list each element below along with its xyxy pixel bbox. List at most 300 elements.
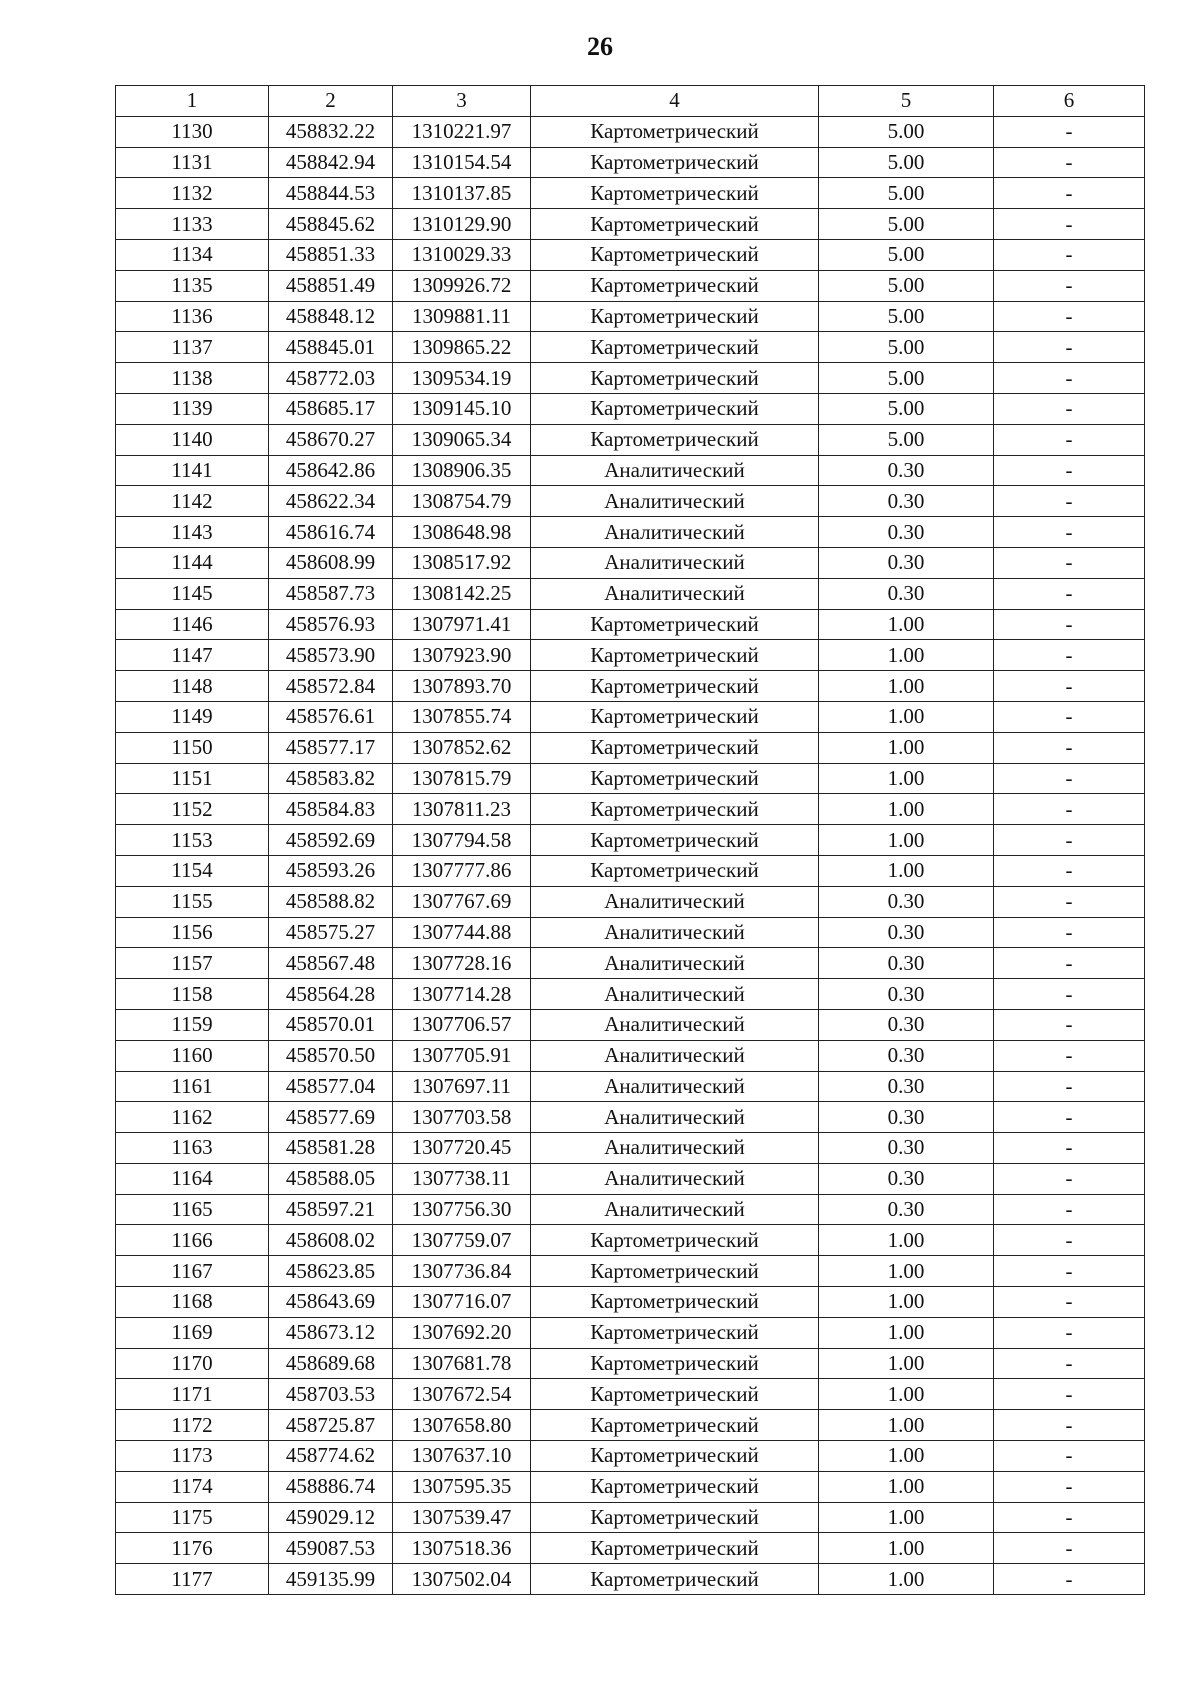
table-cell: 458685.17 — [269, 393, 393, 424]
table-cell: 458616.74 — [269, 517, 393, 548]
table-row — [116, 301, 1145, 332]
table-cell: - — [994, 1133, 1145, 1164]
table-cell: 1130 — [116, 116, 269, 147]
table-header — [116, 86, 1145, 117]
table-cell: 1166 — [116, 1225, 269, 1256]
table-cell: Картометрический — [531, 1317, 819, 1348]
table-cell: 1307756.30 — [393, 1194, 531, 1225]
table-cell: Аналитический — [531, 1040, 819, 1071]
table-cell: 1307728.16 — [393, 948, 531, 979]
table-cell: 0.30 — [819, 948, 994, 979]
table-cell: 458581.28 — [269, 1133, 393, 1164]
table-cell: 458772.03 — [269, 363, 393, 394]
table-cell: 1.00 — [819, 1533, 994, 1564]
table-cell: 0.30 — [819, 1071, 994, 1102]
table-cell: 1155 — [116, 886, 269, 917]
table-cell: 1146 — [116, 609, 269, 640]
table-cell: 1307539.47 — [393, 1502, 531, 1533]
table-cell: 1307815.79 — [393, 763, 531, 794]
page-number: 26 — [587, 32, 613, 61]
table-cell: - — [994, 1564, 1145, 1595]
table-row — [116, 979, 1145, 1010]
table-cell: Аналитический — [531, 486, 819, 517]
table-cell: - — [994, 701, 1145, 732]
table-cell: Аналитический — [531, 917, 819, 948]
table-cell: - — [994, 886, 1145, 917]
table-cell: - — [994, 517, 1145, 548]
table-cell: 1307703.58 — [393, 1102, 531, 1133]
table-row — [116, 393, 1145, 424]
table-row — [116, 209, 1145, 240]
table-cell: 5.00 — [819, 116, 994, 147]
table-row — [116, 147, 1145, 178]
table-cell: Картометрический — [531, 209, 819, 240]
table-row — [116, 1071, 1145, 1102]
table-cell: Аналитический — [531, 517, 819, 548]
table-cell: 1307923.90 — [393, 640, 531, 671]
table-cell: 5.00 — [819, 332, 994, 363]
table-cell: 5.00 — [819, 147, 994, 178]
table-cell: 1307720.45 — [393, 1133, 531, 1164]
table-cell: Аналитический — [531, 547, 819, 578]
table-cell: - — [994, 363, 1145, 394]
table-cell: 5.00 — [819, 270, 994, 301]
table-cell: 1.00 — [819, 825, 994, 856]
table-cell: Картометрический — [531, 1256, 819, 1287]
table-cell: 1173 — [116, 1441, 269, 1472]
table-cell: 1.00 — [819, 1225, 994, 1256]
table-cell: - — [994, 917, 1145, 948]
table-cell: 458623.85 — [269, 1256, 393, 1287]
table-cell: 458592.69 — [269, 825, 393, 856]
table-cell: 1136 — [116, 301, 269, 332]
table-cell: 0.30 — [819, 547, 994, 578]
table-cell: 1307706.57 — [393, 1009, 531, 1040]
table-cell: 1307692.20 — [393, 1317, 531, 1348]
table-cell: 1310137.85 — [393, 178, 531, 209]
table-row — [116, 1379, 1145, 1410]
table-cell: - — [994, 1317, 1145, 1348]
table-cell: 1307518.36 — [393, 1533, 531, 1564]
table-cell: 458573.90 — [269, 640, 393, 671]
table-cell: 458593.26 — [269, 855, 393, 886]
table-cell: 1168 — [116, 1287, 269, 1318]
table-cell: Картометрический — [531, 1348, 819, 1379]
table-cell: 1154 — [116, 855, 269, 886]
table-cell: - — [994, 640, 1145, 671]
table-cell: 1307767.69 — [393, 886, 531, 917]
table-row — [116, 1287, 1145, 1318]
table-cell: 458577.17 — [269, 732, 393, 763]
table-cell: 1309534.19 — [393, 363, 531, 394]
table-cell: 1163 — [116, 1133, 269, 1164]
table-cell: - — [994, 732, 1145, 763]
table-cell: 1142 — [116, 486, 269, 517]
table-cell: 458886.74 — [269, 1471, 393, 1502]
table-cell: - — [994, 486, 1145, 517]
table-cell: - — [994, 209, 1145, 240]
table-cell: 458851.33 — [269, 239, 393, 270]
table-cell: 1308648.98 — [393, 517, 531, 548]
table-cell: 0.30 — [819, 455, 994, 486]
table-row — [116, 578, 1145, 609]
table-cell: 1131 — [116, 147, 269, 178]
table-cell: - — [994, 578, 1145, 609]
table-cell: 1174 — [116, 1471, 269, 1502]
table-cell: 458576.61 — [269, 701, 393, 732]
table-cell: Картометрический — [531, 1225, 819, 1256]
table-cell: 1149 — [116, 701, 269, 732]
table-cell: 458587.73 — [269, 578, 393, 609]
table-cell: 1167 — [116, 1256, 269, 1287]
table-cell: - — [994, 1163, 1145, 1194]
table-row — [116, 855, 1145, 886]
table-cell: 1307736.84 — [393, 1256, 531, 1287]
table-cell: 1.00 — [819, 732, 994, 763]
table-row — [116, 732, 1145, 763]
table-cell: - — [994, 393, 1145, 424]
table-cell: 1152 — [116, 794, 269, 825]
table-cell: - — [994, 1379, 1145, 1410]
table-cell: Картометрический — [531, 332, 819, 363]
table-row — [116, 178, 1145, 209]
table-cell: 1307714.28 — [393, 979, 531, 1010]
table-cell: - — [994, 825, 1145, 856]
table-cell: 5.00 — [819, 239, 994, 270]
table-cell: - — [994, 1410, 1145, 1441]
table-cell: 1169 — [116, 1317, 269, 1348]
table-cell: 458608.99 — [269, 547, 393, 578]
table-cell: - — [994, 1009, 1145, 1040]
table-cell: 1307502.04 — [393, 1564, 531, 1595]
column-header: 1 — [116, 86, 269, 117]
table-cell: - — [994, 671, 1145, 702]
table-cell: 458689.68 — [269, 1348, 393, 1379]
table-cell: 458851.49 — [269, 270, 393, 301]
table-cell: Картометрический — [531, 701, 819, 732]
table-cell: 1308906.35 — [393, 455, 531, 486]
table-cell: 458844.53 — [269, 178, 393, 209]
table-row — [116, 455, 1145, 486]
table-cell: 5.00 — [819, 209, 994, 240]
table-row — [116, 1102, 1145, 1133]
table-row — [116, 609, 1145, 640]
table-cell: Картометрический — [531, 363, 819, 394]
table-cell: 1171 — [116, 1379, 269, 1410]
table-row — [116, 486, 1145, 517]
table-cell: 5.00 — [819, 424, 994, 455]
table-cell: 1.00 — [819, 1317, 994, 1348]
table-cell: 1141 — [116, 455, 269, 486]
table-row — [116, 1533, 1145, 1564]
table-cell: 1307759.07 — [393, 1225, 531, 1256]
table-cell: 458670.27 — [269, 424, 393, 455]
table-cell: 0.30 — [819, 486, 994, 517]
table-cell: 1309065.34 — [393, 424, 531, 455]
table-row — [116, 1163, 1145, 1194]
table-cell: 458588.82 — [269, 886, 393, 917]
table-cell: Аналитический — [531, 578, 819, 609]
table-cell: 1307852.62 — [393, 732, 531, 763]
table-cell: 458564.28 — [269, 979, 393, 1010]
table-cell: 0.30 — [819, 1163, 994, 1194]
table-cell: 1307777.86 — [393, 855, 531, 886]
table-cell: 1.00 — [819, 1471, 994, 1502]
table-cell: Картометрический — [531, 301, 819, 332]
table-cell: 1307595.35 — [393, 1471, 531, 1502]
table-cell: - — [994, 239, 1145, 270]
table-cell: 1310154.54 — [393, 147, 531, 178]
table-row — [116, 1348, 1145, 1379]
table-cell: Картометрический — [531, 1533, 819, 1564]
table-cell: 1164 — [116, 1163, 269, 1194]
table-cell: 1307672.54 — [393, 1379, 531, 1410]
table-cell: - — [994, 147, 1145, 178]
table-cell: Картометрический — [531, 855, 819, 886]
table-row — [116, 1133, 1145, 1164]
table-cell: 0.30 — [819, 1102, 994, 1133]
table-cell: 0.30 — [819, 1040, 994, 1071]
table-row — [116, 239, 1145, 270]
table-cell: Аналитический — [531, 886, 819, 917]
coordinates-table — [115, 85, 1145, 1595]
table-cell: 1309926.72 — [393, 270, 531, 301]
table-cell: 458622.34 — [269, 486, 393, 517]
table-cell: 1307738.11 — [393, 1163, 531, 1194]
table-cell: 1307716.07 — [393, 1287, 531, 1318]
table-cell: - — [994, 178, 1145, 209]
table-cell: Аналитический — [531, 1194, 819, 1225]
table-cell: 1.00 — [819, 1441, 994, 1472]
table-row — [116, 1256, 1145, 1287]
table-cell: 1307744.88 — [393, 917, 531, 948]
table-cell: - — [994, 979, 1145, 1010]
table-cell: 1.00 — [819, 1287, 994, 1318]
table-cell: Аналитический — [531, 948, 819, 979]
table-cell: 1132 — [116, 178, 269, 209]
table-row — [116, 424, 1145, 455]
table-cell: 0.30 — [819, 578, 994, 609]
table-cell: 1.00 — [819, 794, 994, 825]
column-header: 5 — [819, 86, 994, 117]
table-cell: Аналитический — [531, 455, 819, 486]
table-cell: 1177 — [116, 1564, 269, 1595]
table-cell: 1308754.79 — [393, 486, 531, 517]
table-cell: Картометрический — [531, 1471, 819, 1502]
table-cell: - — [994, 424, 1145, 455]
table-row — [116, 1564, 1145, 1595]
column-header: 4 — [531, 86, 819, 117]
table-cell: Картометрический — [531, 794, 819, 825]
table-cell: 458572.84 — [269, 671, 393, 702]
table-cell: 1.00 — [819, 640, 994, 671]
table-cell: - — [994, 116, 1145, 147]
table-cell: 1310221.97 — [393, 116, 531, 147]
table-cell: 0.30 — [819, 917, 994, 948]
table-cell: Картометрический — [531, 424, 819, 455]
table-cell: 1158 — [116, 979, 269, 1010]
table-cell: 1161 — [116, 1071, 269, 1102]
table-cell: 1153 — [116, 825, 269, 856]
table-cell: Картометрический — [531, 732, 819, 763]
table-row — [116, 116, 1145, 147]
table-cell: 1.00 — [819, 701, 994, 732]
table-cell: Картометрический — [531, 147, 819, 178]
table-row — [116, 948, 1145, 979]
table-cell: - — [994, 1040, 1145, 1071]
table-cell: 1162 — [116, 1102, 269, 1133]
table-cell: 1150 — [116, 732, 269, 763]
table-cell: - — [994, 1502, 1145, 1533]
table-cell: 1307705.91 — [393, 1040, 531, 1071]
table-cell: - — [994, 301, 1145, 332]
table-cell: 1137 — [116, 332, 269, 363]
table-row — [116, 794, 1145, 825]
table-cell: 0.30 — [819, 517, 994, 548]
table-cell: 459029.12 — [269, 1502, 393, 1533]
table-cell: 1139 — [116, 393, 269, 424]
table-cell: 1308517.92 — [393, 547, 531, 578]
table-header-row — [116, 86, 1145, 117]
table-cell: 459135.99 — [269, 1564, 393, 1595]
table-cell: 1.00 — [819, 1564, 994, 1595]
table-cell: Аналитический — [531, 1163, 819, 1194]
table-row — [116, 917, 1145, 948]
table-cell: Аналитический — [531, 1009, 819, 1040]
table-cell: Картометрический — [531, 640, 819, 671]
table-cell: 1148 — [116, 671, 269, 702]
table-row — [116, 1225, 1145, 1256]
table-cell: 1133 — [116, 209, 269, 240]
table-cell: - — [994, 948, 1145, 979]
table-cell: - — [994, 1348, 1145, 1379]
table-cell: 1135 — [116, 270, 269, 301]
table-cell: 1310029.33 — [393, 239, 531, 270]
table-cell: Картометрический — [531, 116, 819, 147]
table-cell: 1307794.58 — [393, 825, 531, 856]
table-row — [116, 1317, 1145, 1348]
table-cell: Картометрический — [531, 609, 819, 640]
table-cell: 1151 — [116, 763, 269, 794]
table-cell: 1.00 — [819, 1410, 994, 1441]
table-cell: 0.30 — [819, 886, 994, 917]
table-row — [116, 517, 1145, 548]
table-cell: Картометрический — [531, 178, 819, 209]
table-row — [116, 270, 1145, 301]
table-cell: 458583.82 — [269, 763, 393, 794]
table-row — [116, 1441, 1145, 1472]
table-cell: 1309145.10 — [393, 393, 531, 424]
table-cell: Картометрический — [531, 1564, 819, 1595]
table-cell: Картометрический — [531, 763, 819, 794]
table-row — [116, 332, 1145, 363]
table-cell: 458588.05 — [269, 1163, 393, 1194]
table-cell: 1.00 — [819, 1256, 994, 1287]
table-cell: - — [994, 763, 1145, 794]
table-cell: - — [994, 1194, 1145, 1225]
table-cell: 458842.94 — [269, 147, 393, 178]
table-cell: 1307971.41 — [393, 609, 531, 640]
table-cell: 5.00 — [819, 363, 994, 394]
table-cell: Аналитический — [531, 1071, 819, 1102]
table-row — [116, 547, 1145, 578]
table-cell: 459087.53 — [269, 1533, 393, 1564]
column-header: 3 — [393, 86, 531, 117]
table-cell: 458597.21 — [269, 1194, 393, 1225]
table-cell: Картометрический — [531, 825, 819, 856]
table-cell: 458703.53 — [269, 1379, 393, 1410]
table-cell: 1307658.80 — [393, 1410, 531, 1441]
table-cell: Аналитический — [531, 1102, 819, 1133]
table-cell: Картометрический — [531, 270, 819, 301]
table-cell: 458570.01 — [269, 1009, 393, 1040]
table-body — [116, 116, 1145, 1594]
table-cell: 1307811.23 — [393, 794, 531, 825]
table-cell: - — [994, 609, 1145, 640]
table-cell: 0.30 — [819, 1194, 994, 1225]
table-cell: - — [994, 1256, 1145, 1287]
table-cell: 0.30 — [819, 1133, 994, 1164]
table-cell: 1172 — [116, 1410, 269, 1441]
table-cell: 1309881.11 — [393, 301, 531, 332]
table-cell: 458845.01 — [269, 332, 393, 363]
column-header: 6 — [994, 86, 1145, 117]
table-cell: Картометрический — [531, 1379, 819, 1410]
table-cell: 1156 — [116, 917, 269, 948]
table-cell: Картометрический — [531, 1287, 819, 1318]
table-cell: 1307855.74 — [393, 701, 531, 732]
table-cell: 458832.22 — [269, 116, 393, 147]
table-cell: 1310129.90 — [393, 209, 531, 240]
table-cell: Картометрический — [531, 1410, 819, 1441]
table-cell: - — [994, 1441, 1145, 1472]
table-cell: 1140 — [116, 424, 269, 455]
table-row — [116, 825, 1145, 856]
table-row — [116, 1194, 1145, 1225]
table-cell: - — [994, 547, 1145, 578]
table-cell: 1170 — [116, 1348, 269, 1379]
table-cell: - — [994, 455, 1145, 486]
table-cell: - — [994, 1533, 1145, 1564]
table-cell: 1147 — [116, 640, 269, 671]
table-cell: 1.00 — [819, 1379, 994, 1410]
table-cell: 458575.27 — [269, 917, 393, 948]
table-cell: 458570.50 — [269, 1040, 393, 1071]
table-cell: 1175 — [116, 1502, 269, 1533]
table-cell: 1.00 — [819, 855, 994, 886]
table-cell: 1308142.25 — [393, 578, 531, 609]
table-cell: 458725.87 — [269, 1410, 393, 1441]
table-cell: 1307697.11 — [393, 1071, 531, 1102]
table-row — [116, 1471, 1145, 1502]
table-cell: Картометрический — [531, 1441, 819, 1472]
table-cell: 0.30 — [819, 979, 994, 1010]
table-cell: 1138 — [116, 363, 269, 394]
table-cell: 458845.62 — [269, 209, 393, 240]
table-cell: Картометрический — [531, 393, 819, 424]
table-cell: 458643.69 — [269, 1287, 393, 1318]
table-cell: 458774.62 — [269, 1441, 393, 1472]
table-cell: 1.00 — [819, 1348, 994, 1379]
table-cell: 1307893.70 — [393, 671, 531, 702]
table-cell: 0.30 — [819, 1009, 994, 1040]
table-cell: 1.00 — [819, 671, 994, 702]
table-cell: 1.00 — [819, 609, 994, 640]
table-cell: Картометрический — [531, 1502, 819, 1533]
table-cell: 1307681.78 — [393, 1348, 531, 1379]
table-cell: Аналитический — [531, 1133, 819, 1164]
table-row — [116, 701, 1145, 732]
